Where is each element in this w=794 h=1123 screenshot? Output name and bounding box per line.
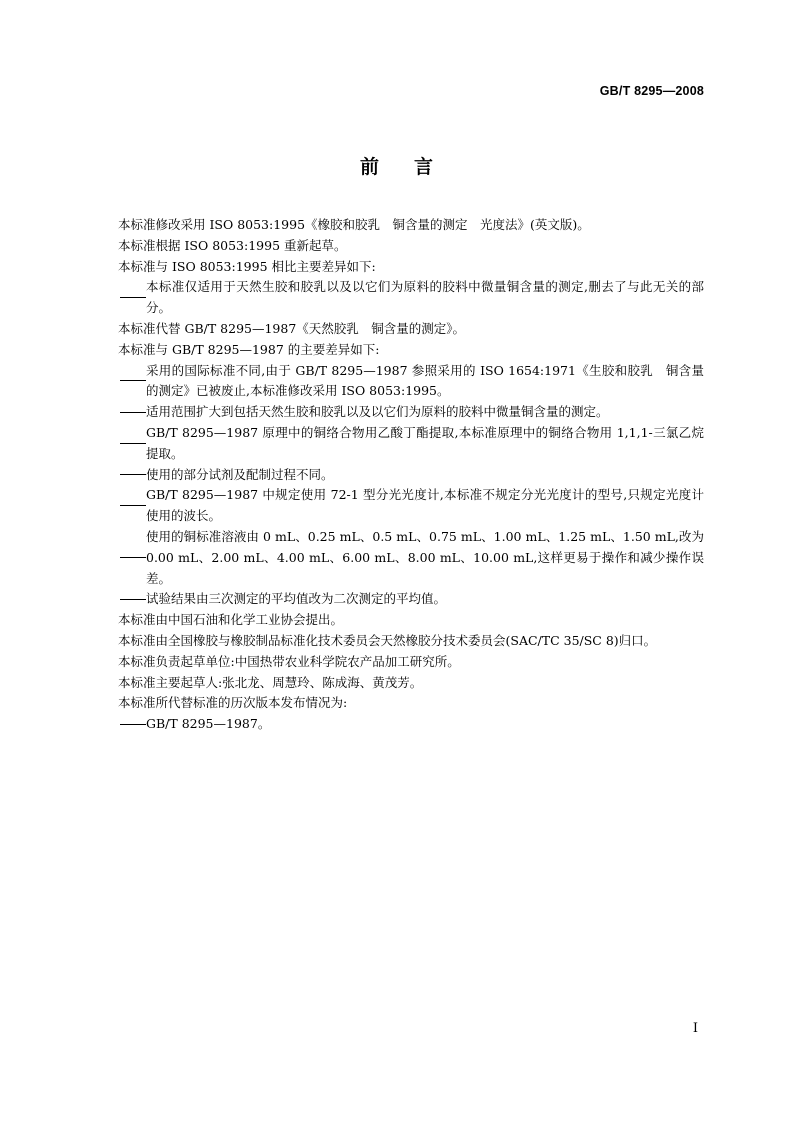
- dash-list-item: [90, 402, 704, 423]
- paragraph: 本标准修改采用 ISO 8053:1995《橡胶和胶乳 铜含量的测定 光度法》(英文版)。: [118, 217, 590, 232]
- paragraph: 本标准代替 GB/T 8295—1987《天然胶乳 铜含量的测定》。: [118, 320, 466, 336]
- em-dash-marker: [90, 527, 146, 589]
- paragraph: 本标准主要起草人:张北龙、周慧玲、陈成海、黄茂芳。: [118, 674, 423, 690]
- paragraph: 本标准所代替标准的历次版本发布情况为:: [118, 695, 348, 711]
- em-dash-marker: [90, 361, 146, 403]
- list-item-text: 适用范围扩大到包括天然生胶和胶乳以及以它们为原料的胶料中微量铜含量的测定。: [146, 404, 609, 420]
- em-dash-marker: [90, 402, 146, 423]
- page-number: I: [692, 1021, 698, 1036]
- dash-list-item: [90, 527, 704, 589]
- list-item-text: 采用的国际标准不同,由于 GB/T 8295—1987 参照采用的 ISO 1654:1971《生胶和胶乳 铜含量的测定》已被废止,本标准修改采用 ISO 8053:1995。: [146, 362, 704, 399]
- dash-list-item: [90, 465, 704, 486]
- paragraph: 本标准由中国石油和化学工业协会提出。: [118, 612, 344, 628]
- dash-list-item: [90, 277, 704, 319]
- paragraph: 本标准负责起草单位:中国热带农业科学院农产品加工研究所。: [118, 653, 460, 669]
- em-dash-marker: [90, 277, 146, 319]
- dash-list-item: [90, 714, 704, 735]
- list-item-text: GB/T 8295—1987。: [146, 716, 271, 732]
- dash-list-item: [90, 589, 704, 610]
- em-dash-marker: [90, 589, 146, 610]
- dash-list-item: [90, 485, 704, 527]
- list-item-text: GB/T 8295—1987 原理中的铜络合物用乙酸丁酯提取,本标准原理中的铜络合物用 1,1,1-三氯乙烷提取。: [146, 424, 704, 461]
- paragraph: 本标准与 ISO 8053:1995 相比主要差异如下:: [118, 258, 376, 274]
- dash-list-item: [90, 361, 704, 403]
- list-item-text: 试验结果由三次测定的平均值改为二次测定的平均值。: [146, 591, 447, 607]
- paragraph: 本标准根据 ISO 8053:1995 重新起草。: [118, 237, 347, 253]
- paragraph: 本标准与 GB/T 8295—1987 的主要差异如下:: [118, 341, 380, 357]
- list-item-text: 本标准仅适用于天然生胶和胶乳以及以它们为原料的胶料中微量铜含量的测定,删去了与此无关的部分。: [146, 279, 704, 316]
- list-item-text: GB/T 8295—1987 中规定使用 72-1 型分光光度计,本标准不规定分光光度计的型号,只规定光度计使用的波长。: [146, 487, 704, 524]
- page-title: [0, 152, 794, 179]
- em-dash-marker: [90, 485, 146, 527]
- title-char-1: 前: [359, 156, 380, 178]
- title-char-2: 言: [414, 156, 435, 178]
- list-item-text: 使用的铜标准溶液由 0 mL、0.25 mL、0.5 mL、0.75 mL、1.00 mL、1.25 mL、1.50 mL,改为 0.00 mL、2.00 mL、4.00 mL、6.00 mL、8.00 mL、10.00 mL,这样更易于操作和减少操作误差。: [146, 528, 704, 586]
- em-dash-marker: [90, 423, 146, 465]
- standard-code: GB/T 8295—2008: [599, 84, 704, 98]
- em-dash-marker: [90, 714, 146, 735]
- paragraph: 本标准由全国橡胶与橡胶制品标准化技术委员会天然橡胶分技术委员会(SAC/TC 35/SC 8)归口。: [118, 632, 657, 648]
- list-item-text: 使用的部分试剂及配制过程不同。: [146, 466, 334, 482]
- dash-list-item: [90, 423, 704, 465]
- em-dash-marker: [90, 465, 146, 486]
- foreword-body: [90, 215, 704, 735]
